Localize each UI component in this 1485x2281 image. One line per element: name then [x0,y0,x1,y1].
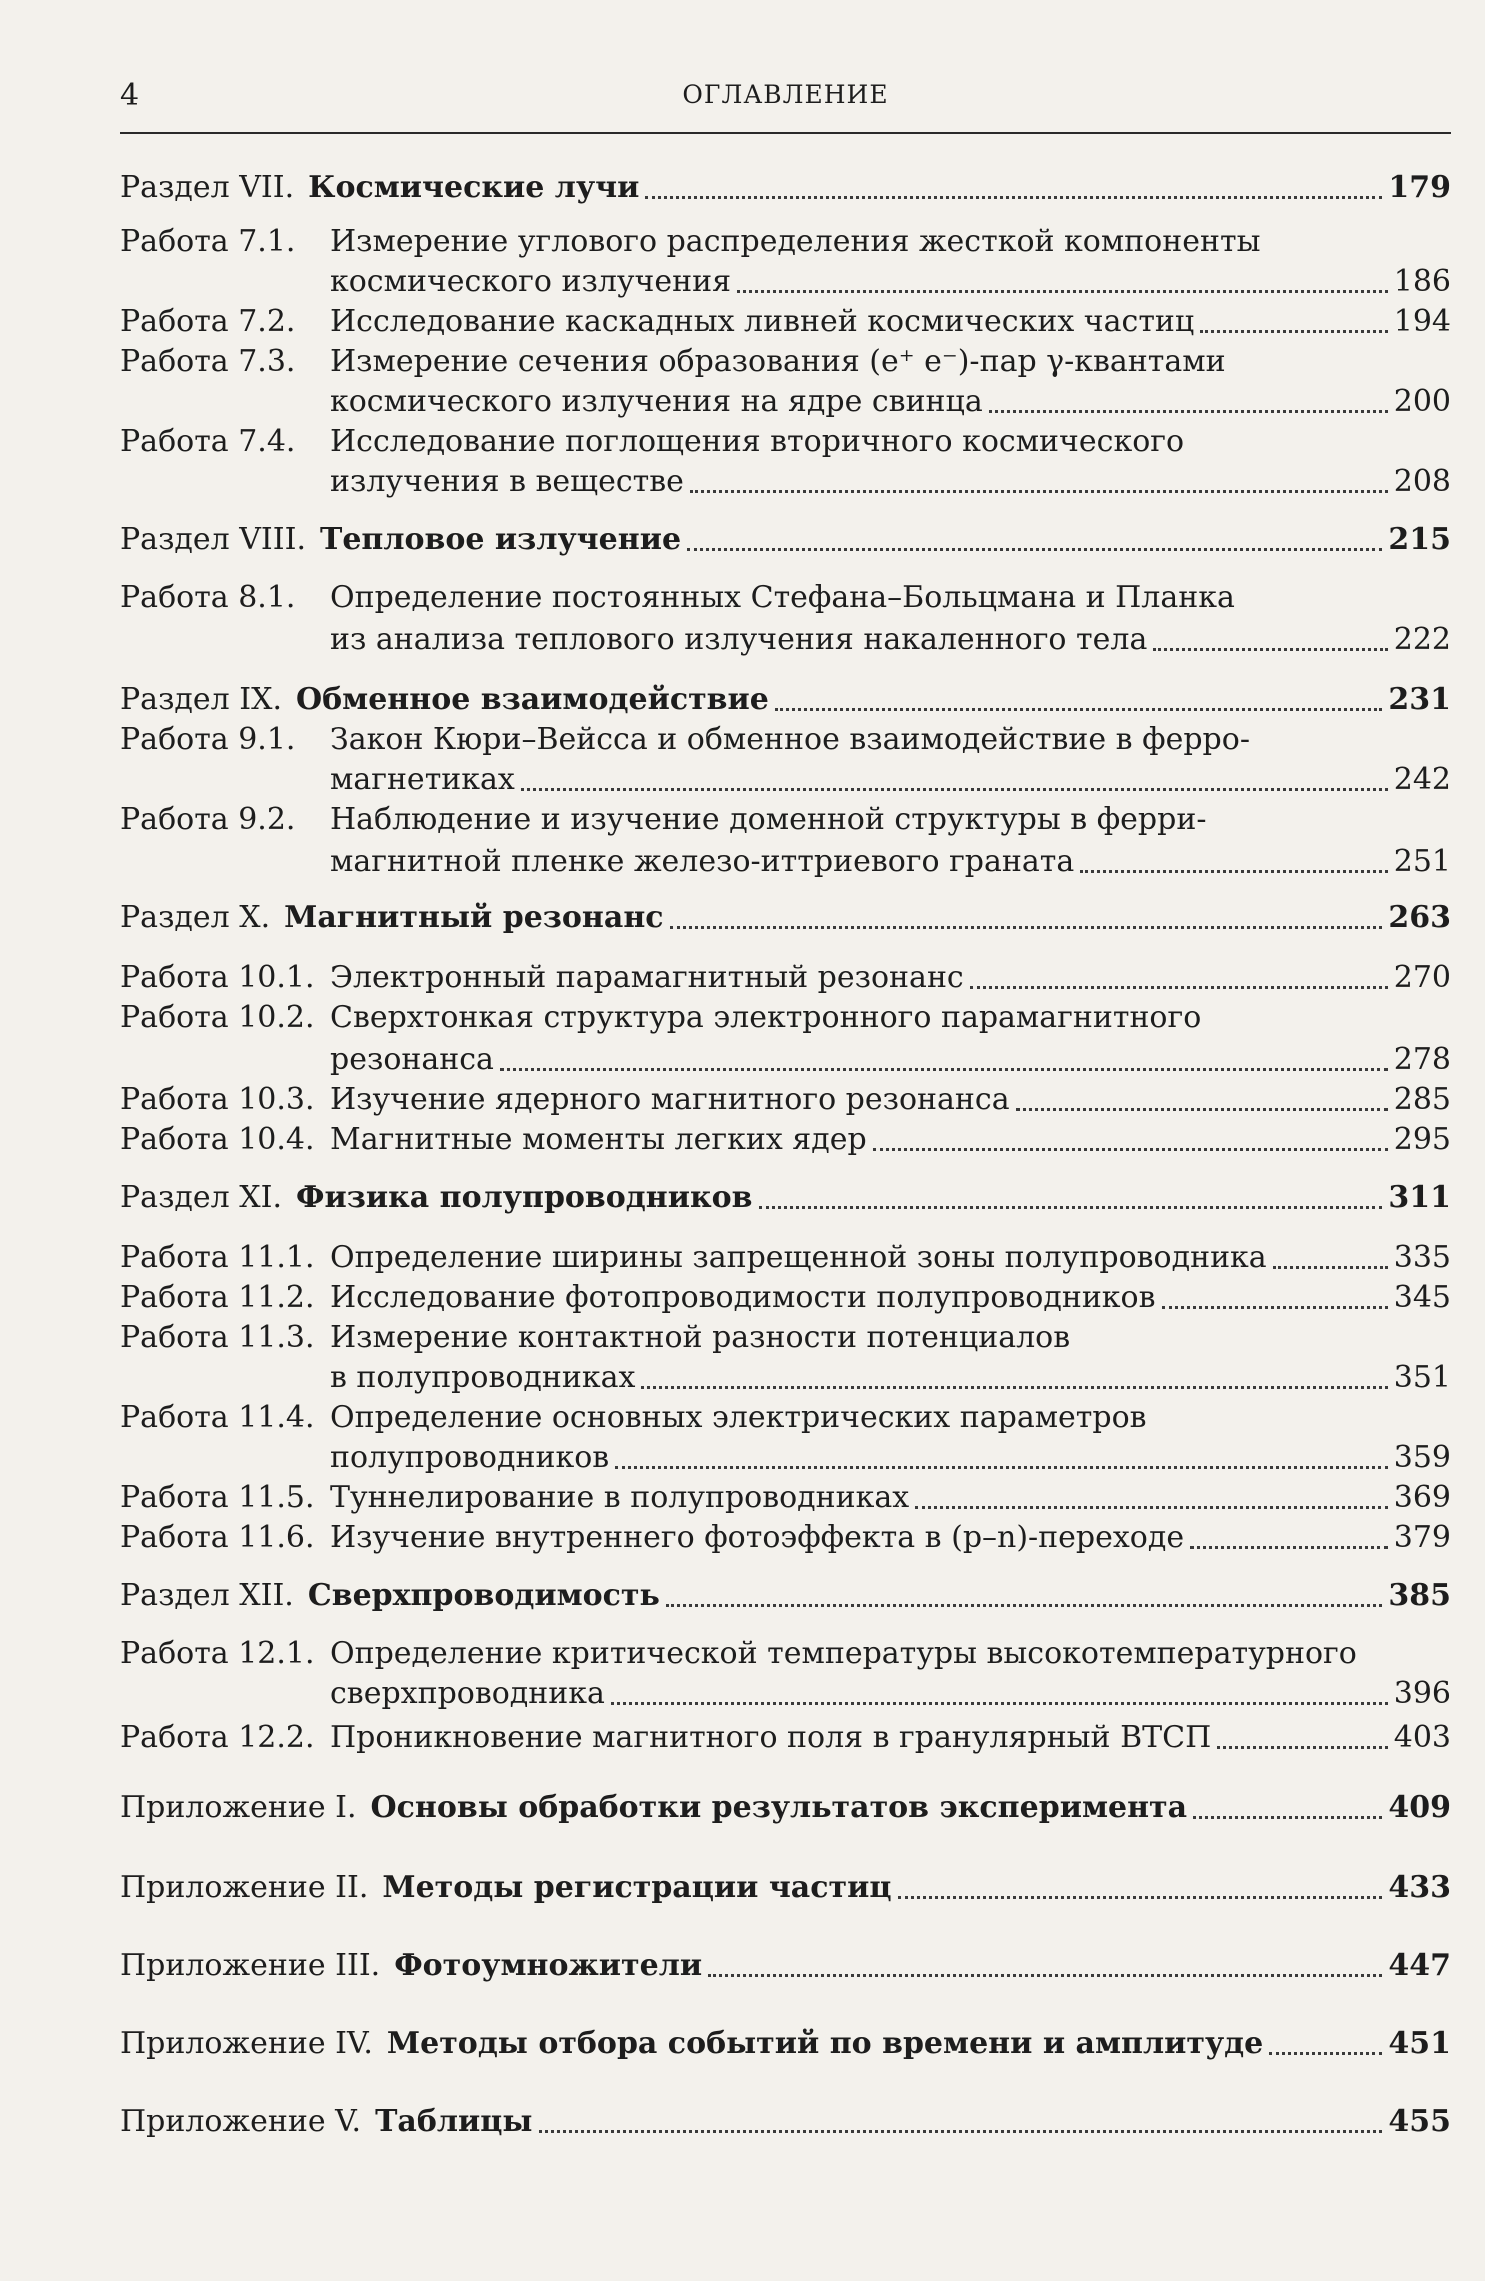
entry-title: Исследование поглощения вторичного космического [330,424,1185,459]
entry-page-number: 335 [1393,1240,1451,1275]
entry-page-number: 379 [1393,1520,1451,1555]
leader-dots [759,1206,1383,1209]
entry-page-number: 295 [1393,1122,1451,1157]
toc-entry-continuation [330,382,1451,422]
entry-title-continuation: излучения в веществе [330,464,684,499]
entry-label: Раздел XI. [120,1180,282,1215]
entry-label: Работа 8.1. [120,580,296,615]
leader-dots [687,548,1382,551]
page-number: 4 [120,78,140,113]
entry-title: Космические лучи [308,170,640,205]
toc-section-entry [120,1946,1451,1986]
toc-work-entry [120,1318,1451,1358]
entry-title-continuation: полупроводников [330,1440,610,1475]
entry-page-number: 215 [1388,522,1451,557]
entry-title: Изучение ядерного магнитного резонанса [330,1082,1010,1117]
entry-title-continuation: магнитной пленке железо-иттриевого граната [330,844,1075,879]
entry-title: Определение постоянных Стефана–Больцмана и Планка [330,580,1235,615]
toc-work-entry [120,958,1451,998]
entry-title: Методы регистрации частиц [382,1870,892,1905]
entry-label: Работа 10.3. [120,1082,315,1117]
leader-dots [1269,2052,1382,2055]
entry-title-continuation: из анализа теплового излучения накаленного тела [330,622,1148,657]
entry-page-number: 278 [1393,1042,1451,1077]
toc-entry-continuation [330,760,1451,800]
entry-title-continuation: космического излучения [330,264,732,299]
leader-dots [970,986,1388,989]
leader-dots [1190,1546,1388,1549]
toc-entry-continuation [330,262,1451,302]
toc-work-entry [120,578,1451,618]
entry-label: Раздел X. [120,900,271,935]
toc-entry-continuation [330,620,1451,660]
entry-title: Электронный парамагнитный резонанс [330,960,964,995]
entry-title: Фотоумножители [394,1948,703,1983]
entry-title: Таблицы [375,2104,533,2139]
entry-title: Основы обработки результатов эксперимента [370,1790,1188,1825]
entry-label: Работа 11.2. [120,1280,315,1315]
entry-title: Определение ширины запрещенной зоны полупроводника [330,1240,1267,1275]
entry-label: Приложение IV. [120,2026,373,2061]
entry-page-number: 359 [1393,1440,1451,1475]
leader-dots [1153,648,1387,651]
entry-label: Раздел IX. [120,682,282,717]
leader-dots [1080,870,1387,873]
leader-dots [641,1386,1387,1389]
leader-dots [1217,1746,1387,1749]
leader-dots [989,410,1388,413]
entry-page-number: 242 [1393,762,1451,797]
entry-page-number: 345 [1393,1280,1451,1315]
running-title: ОГЛАВЛЕНИЕ [682,80,889,109]
entry-label: Приложение V. [120,2104,362,2139]
entry-page-number: 351 [1393,1360,1451,1395]
toc-work-entry [120,342,1451,382]
entry-title: Измерение сечения образования (e⁺ e⁻)-пар γ-квантами [330,344,1226,379]
toc-section-entry [120,2024,1451,2064]
toc-section-entry [120,1178,1451,1218]
entry-title: Изучение внутреннего фотоэффекта в (p–n)-переходе [330,1520,1185,1555]
page-header [120,72,1451,134]
entry-title: Тепловое излучение [320,522,682,557]
entry-page-number: 208 [1393,464,1451,499]
entry-page-number: 186 [1393,264,1451,299]
entry-title: Магнитный резонанс [284,900,664,935]
entry-title-continuation: сверхпроводника [330,1676,605,1711]
toc-work-entry [120,1238,1451,1278]
leader-dots [670,926,1383,929]
toc-section-entry [120,680,1451,720]
entry-title-continuation: в полупроводниках [330,1360,636,1395]
toc-work-entry [120,720,1451,760]
entry-page-number: 311 [1388,1180,1451,1215]
toc-work-entry [120,1080,1451,1120]
entry-page-number: 447 [1388,1948,1451,1983]
entry-page-number: 455 [1388,2104,1451,2139]
toc-section-entry [120,1788,1451,1828]
toc-entry-continuation [330,1358,1451,1398]
entry-label: Работа 10.4. [120,1122,315,1157]
entry-title: Физика полупроводников [296,1180,753,1215]
toc-entry-continuation [330,1438,1451,1478]
entry-title: Туннелирование в полупроводниках [330,1480,910,1515]
toc-work-entry [120,1120,1451,1160]
leader-dots [1193,1816,1382,1819]
entry-title: Определение основных электрических параметров [330,1400,1147,1435]
entry-label: Работа 11.1. [120,1240,315,1275]
entry-title: Обменное взаимодействие [296,682,769,717]
toc-section-entry [120,168,1451,208]
leader-dots [898,1896,1383,1899]
leader-dots [521,788,1388,791]
entry-label: Приложение II. [120,1870,369,1905]
entry-label: Приложение III. [120,1948,381,1983]
toc-work-entry [120,302,1451,342]
entry-label: Работа 12.2. [120,1720,315,1755]
entry-title: Сверхпроводимость [307,1578,660,1613]
leader-dots [737,290,1388,293]
entry-label: Раздел XII. [120,1578,294,1613]
toc-work-entry [120,1634,1451,1674]
toc-entry-continuation [330,842,1451,882]
entry-title: Определение критической температуры высокотемпературного [330,1636,1357,1671]
toc-entry-continuation [330,462,1451,502]
entry-label: Работа 11.4. [120,1400,315,1435]
entry-page-number: 270 [1393,960,1451,995]
toc-entry-continuation [330,1674,1451,1714]
leader-dots [915,1506,1388,1509]
entry-page-number: 369 [1393,1480,1451,1515]
entry-label: Работа 10.1. [120,960,315,995]
toc-section-entry [120,520,1451,560]
entry-title: Наблюдение и изучение доменной структуры в ферри- [330,802,1207,837]
leader-dots [708,1974,1382,1977]
leader-dots [1200,330,1388,333]
entry-page-number: 251 [1393,844,1451,879]
entry-title-continuation: магнетиках [330,762,515,797]
entry-title: Измерение углового распределения жесткой компоненты [330,224,1261,259]
toc-work-entry [120,1278,1451,1318]
toc-work-entry [120,422,1451,462]
entry-label: Раздел VIII. [120,522,307,557]
entry-page-number: 231 [1388,682,1451,717]
entry-page-number: 451 [1388,2026,1451,2061]
entry-label: Работа 11.3. [120,1320,315,1355]
entry-title: Исследование фотопроводимости полупроводников [330,1280,1156,1315]
toc-work-entry [120,1518,1451,1558]
leader-dots [666,1604,1383,1607]
leader-dots [645,196,1382,199]
leader-dots [1273,1266,1388,1269]
entry-page-number: 263 [1388,900,1451,935]
entry-page-number: 222 [1393,622,1451,657]
entry-title: Магнитные моменты легких ядер [330,1122,867,1157]
toc-section-entry [120,2102,1451,2142]
toc-work-entry [120,222,1451,262]
leader-dots [1016,1108,1388,1111]
entry-page-number: 179 [1388,170,1451,205]
entry-label: Работа 12.1. [120,1636,315,1671]
entry-title-continuation: космического излучения на ядре свинца [330,384,983,419]
toc-entry-continuation [330,1040,1451,1080]
entry-title: Сверхтонкая структура электронного парамагнитного [330,1000,1202,1035]
entry-label: Работа 11.6. [120,1520,315,1555]
entry-page-number: 385 [1388,1578,1451,1613]
entry-label: Работа 10.2. [120,1000,315,1035]
entry-title: Методы отбора событий по времени и амплитуде [386,2026,1264,2061]
toc-work-entry [120,1478,1451,1518]
entry-page-number: 409 [1388,1790,1451,1825]
entry-label: Работа 7.1. [120,224,296,259]
entry-page-number: 433 [1388,1870,1451,1905]
entry-title: Измерение контактной разности потенциалов [330,1320,1071,1355]
toc-work-entry [120,800,1451,840]
entry-title-continuation: резонанса [330,1042,494,1077]
toc-work-entry [120,1398,1451,1438]
entry-page-number: 403 [1393,1720,1451,1755]
toc-section-entry [120,1868,1451,1908]
leader-dots [611,1702,1388,1705]
toc-section-entry [120,1576,1451,1616]
leader-dots [615,1466,1388,1469]
entry-label: Работа 11.5. [120,1480,315,1515]
entry-title: Исследование каскадных ливней космических частиц [330,304,1195,339]
toc-work-entry [120,1718,1451,1758]
entry-title: Проникновение магнитного поля в гранулярный ВТСП [330,1720,1212,1755]
entry-label: Раздел VII. [120,170,295,205]
entry-page-number: 194 [1393,304,1451,339]
entry-page-number: 200 [1393,384,1451,419]
entry-label: Работа 7.3. [120,344,296,379]
toc-section-entry [120,898,1451,938]
entry-page-number: 285 [1393,1082,1451,1117]
entry-label: Работа 7.4. [120,424,296,459]
entry-page-number: 396 [1393,1676,1451,1711]
toc-work-entry [120,998,1451,1038]
leader-dots [775,708,1383,711]
leader-dots [690,490,1388,493]
leader-dots [873,1148,1388,1151]
entry-label: Работа 7.2. [120,304,296,339]
leader-dots [500,1068,1388,1071]
leader-dots [539,2130,1383,2133]
entry-label: Работа 9.2. [120,802,296,837]
entry-title: Закон Кюри–Вейсса и обменное взаимодействие в ферро- [330,722,1250,757]
leader-dots [1162,1306,1388,1309]
entry-label: Приложение I. [120,1790,357,1825]
entry-label: Работа 9.1. [120,722,296,757]
